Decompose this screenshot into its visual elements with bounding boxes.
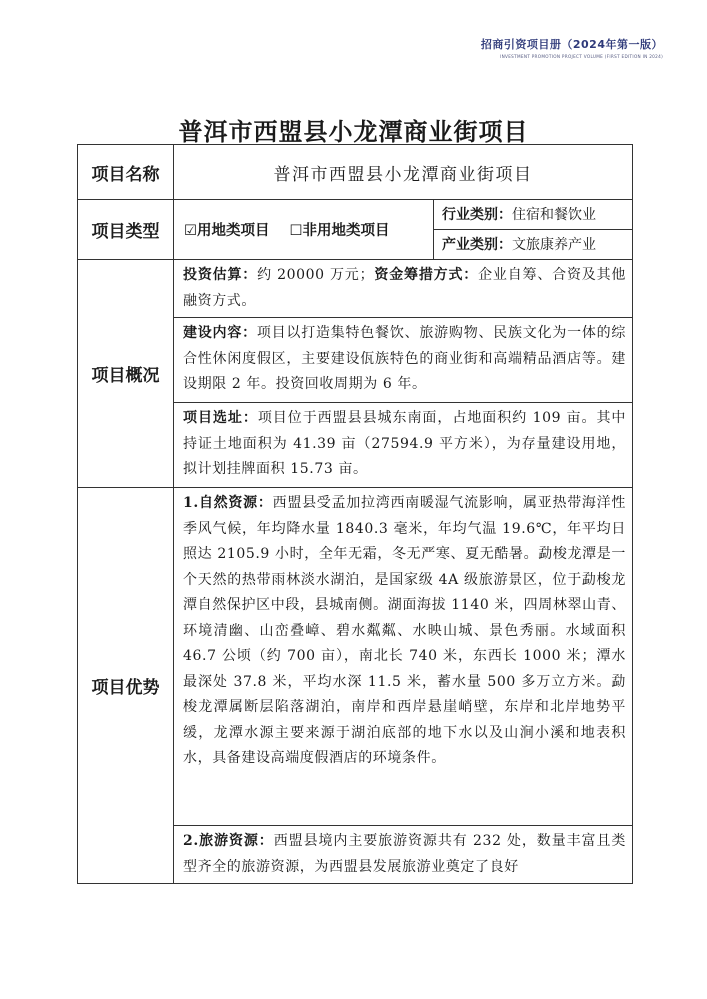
- value-project-name: 普洱市西盟县小龙潭商业街项目: [174, 145, 633, 200]
- sector-category: [434, 230, 633, 260]
- project-table: [77, 144, 633, 884]
- overview-construction: [174, 318, 633, 403]
- industry-category: [434, 200, 633, 230]
- funding-head: 资金筹措方式：: [374, 267, 479, 283]
- option-land-checked: ☑用地类项目: [184, 223, 270, 239]
- label-overview: 项目概况: [78, 260, 174, 488]
- project-type-options: [174, 200, 434, 260]
- header-title: 招商引资项目册（2024年第一版）: [480, 38, 663, 51]
- row-project-name: [78, 145, 633, 200]
- investment-text: 约 20000 万元；: [257, 267, 375, 283]
- construction-head: 建设内容：: [183, 325, 257, 341]
- location-text: 项目位于西盟县县城东南面，占地面积约 109 亩。其中持证土地面积为 41.39 亩（27594.9 平方米），为存量建设用地，拟计划挂牌面积 15.73 亩。: [183, 410, 627, 477]
- construction-text: 项目以打造集特色餐饮、旅游购物、民族文化为一体的综合性休闲度假区，主要建设佤族特色的商业街和高端精品酒店等。建设期限 2 年。投资回收周期为 6 年。: [183, 325, 627, 392]
- natural-text: 西盟县受孟加拉湾西南暖湿气流影响，属亚热带海洋性季风气候，年均降水量 1840.3 毫米，年均气温 19.6℃，年平均日照达 2105.9 小时，全年无霜，冬无严寒、夏无酷暑。勐梭龙潭是一个天然的热带雨林淡水湖泊，是国家级 4A 级旅游景区，位于勐梭龙潭自然保护区中段，县城南侧。湖面海拔 1140 米，四周林翠山青、环境清幽、山峦叠嶂、碧水粼粼、水映山城、景色秀丽。水域面积 46.7 公顷（约 700 亩），南北长 740 米，东西长 1000 米；潭水最深处 37.8 米，平均水深 11.5 米，蓄水量 500 多万立方米。勐梭龙潭属断层陷落湖泊，南岸和西岸悬崖峭壁，东岸和北岸地势平缓，龙潭水源主要来源于湖泊底部的地下水以及山涧小溪和地表积水，具备建设高端度假酒店的环境条件。: [183, 495, 626, 766]
- advantage-tourism: [174, 826, 633, 884]
- industry-value: 住宿和餐饮业: [512, 207, 596, 223]
- label-advantage: 项目优势: [78, 488, 174, 884]
- overview-location: [174, 403, 633, 488]
- investment-head: 投资估算：: [183, 267, 258, 283]
- row-project-type: [78, 200, 633, 230]
- option-nonland-unchecked: ☐非用地类项目: [289, 223, 390, 239]
- overview-investment: [174, 260, 633, 318]
- tourism-text: 西盟县境内主要旅游资源共有 232 处，数量丰富且类型齐全的旅游资源，为西盟县发展旅游业奠定了良好: [183, 833, 626, 875]
- label-project-name: 项目名称: [78, 145, 174, 200]
- document-title: 普洱市西盟县小龙潭商业街项目: [178, 117, 529, 146]
- sector-label: 产业类别：: [442, 237, 512, 253]
- row-advantage-1: [78, 488, 633, 826]
- funding-text: 企业自筹、合资及其他融资方式。: [183, 267, 627, 309]
- tourism-head: 2.旅游资源：: [183, 833, 274, 849]
- header-subtitle: INVESTMENT PROMOTION PROJECT VOLUME (FIRST EDITION IN 2024): [500, 54, 663, 59]
- row-overview-1: [78, 260, 633, 318]
- industry-label: 行业类别：: [442, 207, 512, 223]
- natural-head: 1.自然资源：: [183, 495, 273, 511]
- advantage-natural: [174, 488, 633, 826]
- location-head: 项目选址：: [183, 410, 258, 426]
- sector-value: 文旅康养产业: [512, 237, 596, 253]
- label-project-type: 项目类型: [78, 200, 174, 260]
- page-header: [481, 36, 663, 59]
